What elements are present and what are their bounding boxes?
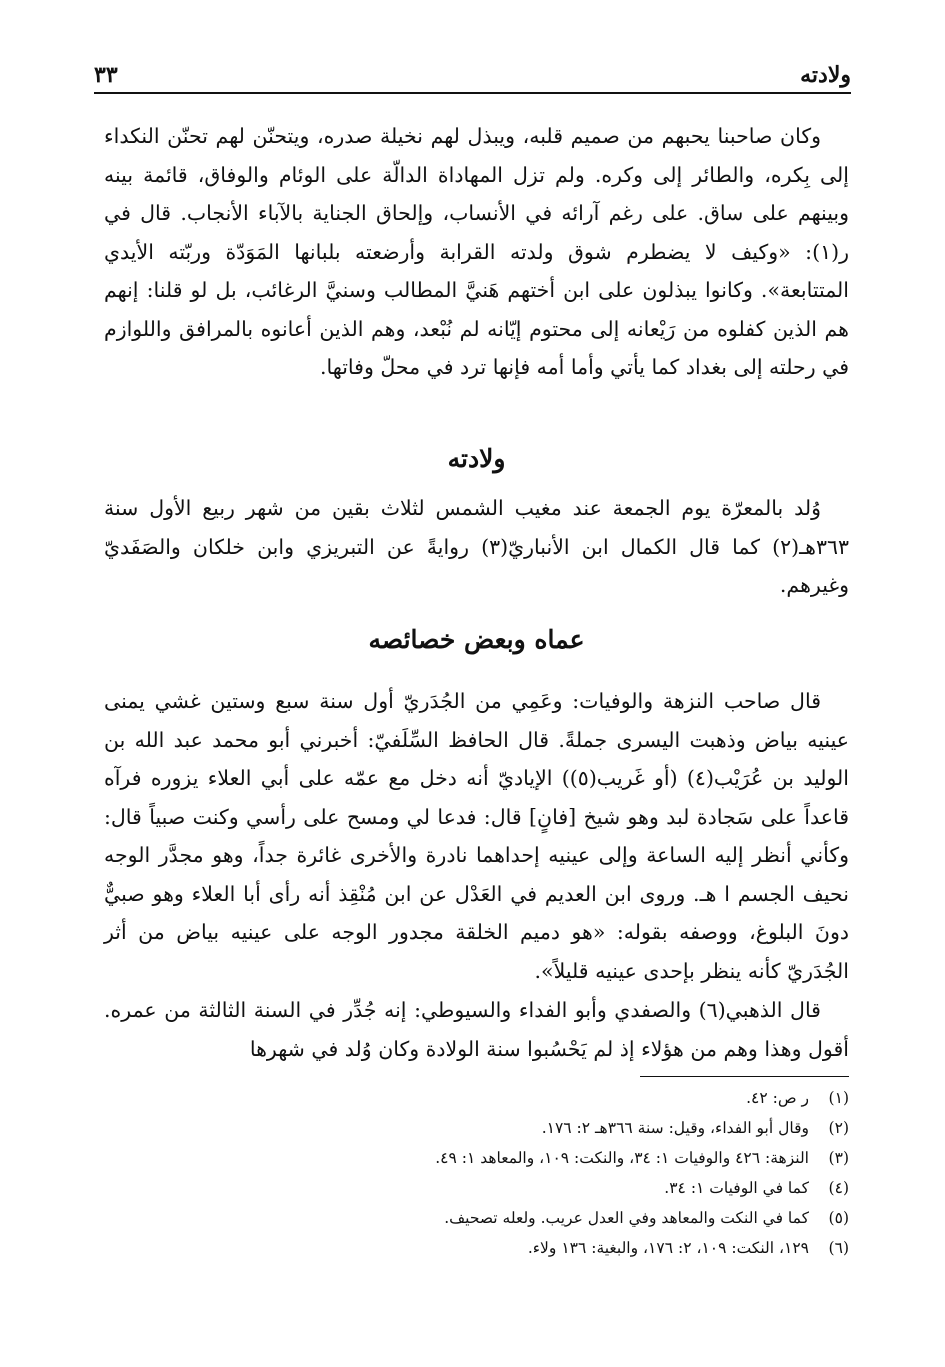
page-number: ٣٣ bbox=[94, 62, 118, 88]
footnote-number: (٤) bbox=[828, 1179, 849, 1197]
footnote-number: (٦) bbox=[828, 1239, 849, 1257]
footnote-item bbox=[104, 1203, 849, 1233]
running-title: ولادته bbox=[800, 62, 851, 88]
blindness-paragraph-1: قال صاحب النزهة والوفيات: وعَمِي من الجُدَريّ أول سنة سبع وستين غشي يمنى عينيه بياض وذهبت اليسرى جملةً. قال الحافظ السِّلَفيّ: أخبرني أبو محمد عبد الله بن الوليد بن عُرَيْب(٤) (أو غَريب(٥)) الإياديّ أنه دخل مع عمّه على أبي العلاء يزوره فرآه قاعداً على سَجادة لبد وهو شيخ [فانٍ] قال: فدعا لي ومسح على رأسي وكنت صبياً قال: وكأني أنظر إليه الساعة وإلى عينيه إحداهما نادرة والأخرى غائرة جداً، وهو مجدَّر الوجه نحيف الجسم ا هـ. وروى ابن العديم في العَدْل عن ابن مُنْقِذ أنه رأى أبا العلاء وهو صبيٌّ دونَ البلوغ، ووصفه بقوله: «هو دميم الخلقة مجدور الوجه على عينيه بياض من أثر الجُدَريّ كأنه ينظر بإحدى عينيه قليلاً». bbox=[104, 689, 849, 983]
section-heading-birth: ولادته bbox=[447, 444, 506, 473]
footnote-text: النزهة: ٤٢٦ والوفيات ١: ٣٤، والنكت: ١٠٩، والمعاهد ١: ٤٩. bbox=[435, 1149, 809, 1167]
footnote-text: ١٢٩، النكت: ١٠٩، ٢: ١٧٦، والبغية: ١٣٦ ولاء. bbox=[527, 1239, 809, 1257]
footnotes-list bbox=[104, 1083, 849, 1263]
footnote-number: (٥) bbox=[828, 1209, 849, 1227]
birth-paragraph: وُلد بالمعرّة يوم الجمعة عند مغيب الشمس لثلاث بقين من شهر ربيع الأول سنة ٣٦٣هـ(٢) كما قال الكمال ابن الأنباريّ(٣) روايةً عن التبريزي وابن خلكان والصَفَديّ وغيرهم. bbox=[104, 496, 850, 597]
footnote-item bbox=[104, 1143, 849, 1173]
section-heading-blindness: عماه وبعض خصائصه bbox=[368, 625, 585, 654]
footnote-number: (٣) bbox=[828, 1149, 849, 1167]
footnote-text: وقال أبو الفداء، وقيل: سنة ٣٦٦هـ ٢: ١٧٦. bbox=[541, 1119, 809, 1137]
footnote-number: (٢) bbox=[828, 1119, 849, 1137]
footnote-text: كما في الوفيات ١: ٣٤. bbox=[664, 1179, 809, 1197]
footnote-item bbox=[104, 1083, 849, 1113]
intro-paragraph: وكان صاحبنا يحبهم من صميم قلبه، ويبذل لهم نخيلة صدره، ويتحنّن لهم تحنّن النكداء إلى بِكره، والطائر إلى وكره. ولم تزل المهاداة الدالّة على الوئام والوفاق، قائمة بينه وبينهم على ساق. على رغم آرائه في الأنساب، وإلحاق الجناية بالآباء الأنجاب. قال في ر(١): «وكيف لا يضطرم شوق ولدته القرابة وأرضعته بلبانها المَوَدّة وربّته الأيدي المتتابعة». وكانوا يبذلون على ابن أختهم هَنيَّ المطالب وسنيَّ الرغائب، بل لو قلنا: إنهم هم الذين كفلوه من رَيْعانه إلى محتوم إيّانه لم نُبْعد، وهم الذين أعانوه بالمرافق واللوازم في رحلته إلى بغداد كما يأتي وأما أمه فإنها ترد في محلّ وفاتها. bbox=[104, 124, 849, 379]
footnote-text: ر ص: ٤٢. bbox=[746, 1089, 809, 1107]
blindness-paragraph-2: قال الذهبي(٦) والصفدي وأبو الفداء والسيوطي: إنه جُدِّر في السنة الثالثة من عمره. أقول وهذا وهم من هؤلاء إذ لم يَحْسُبوا سنة الولادة وكان وُلد في شهرها bbox=[104, 998, 849, 1061]
footnote-text: كما في النكت والمعاهد وفي العدل عريب. ولعله تصحيف. bbox=[444, 1209, 809, 1227]
footnote-divider bbox=[640, 1076, 849, 1077]
running-header bbox=[94, 58, 851, 94]
footnote-number: (١) bbox=[828, 1089, 849, 1107]
footnote-item bbox=[104, 1233, 849, 1263]
footnote-item bbox=[104, 1173, 849, 1203]
footnote-item bbox=[104, 1113, 849, 1143]
